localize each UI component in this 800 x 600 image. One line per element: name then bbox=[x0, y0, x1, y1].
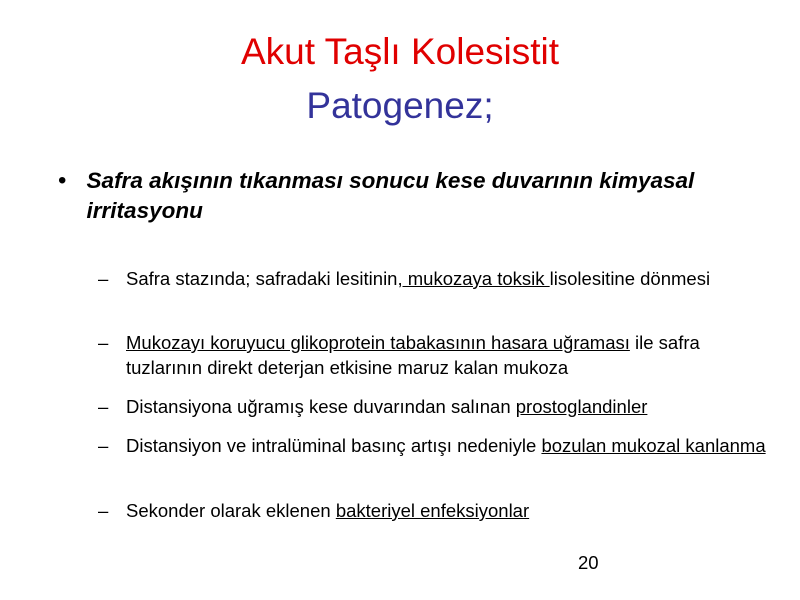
sub-bullet-text: Distansiyona uğramış kese duvarından salınan prostoglandinler bbox=[126, 396, 648, 417]
sub-bullet-1 bbox=[98, 266, 768, 291]
main-bullet bbox=[58, 166, 738, 226]
dash-icon: – bbox=[98, 435, 109, 456]
sub-bullet-5 bbox=[98, 498, 768, 523]
page-number: 20 bbox=[578, 552, 599, 573]
slide-subtitle: Patogenez; bbox=[306, 85, 494, 126]
sub-bullet-2 bbox=[98, 330, 768, 380]
sub-bullet-text: Mukozayı koruyucu glikoprotein tabakasının hasara uğraması ile safra tuzlarının direkt deterjan etkisine maruz kalan mukoza bbox=[126, 332, 700, 378]
dash-icon: – bbox=[98, 268, 109, 289]
sub-bullet-3 bbox=[98, 394, 768, 419]
bullet-icon: • bbox=[58, 167, 67, 194]
sub-bullet-4 bbox=[98, 433, 768, 458]
dash-icon: – bbox=[98, 332, 109, 353]
sub-bullet-text: Safra stazında; safradaki lesitinin, mukozaya toksik lisolesitine dönmesi bbox=[126, 268, 711, 289]
sub-bullet-text: Distansiyon ve intralüminal basınç artışı nedeniyle bozulan mukozal kanlanma bbox=[126, 435, 766, 456]
dash-icon: – bbox=[98, 500, 109, 521]
main-bullet-text: Safra akışının tıkanması sonucu kese duvarının kimyasal irritasyonu bbox=[86, 168, 695, 223]
dash-icon: – bbox=[98, 396, 109, 417]
sub-bullet-text: Sekonder olarak eklenen bakteriyel enfeksiyonlar bbox=[126, 500, 530, 521]
slide-title: Akut Taşlı Kolesistit bbox=[240, 31, 560, 72]
